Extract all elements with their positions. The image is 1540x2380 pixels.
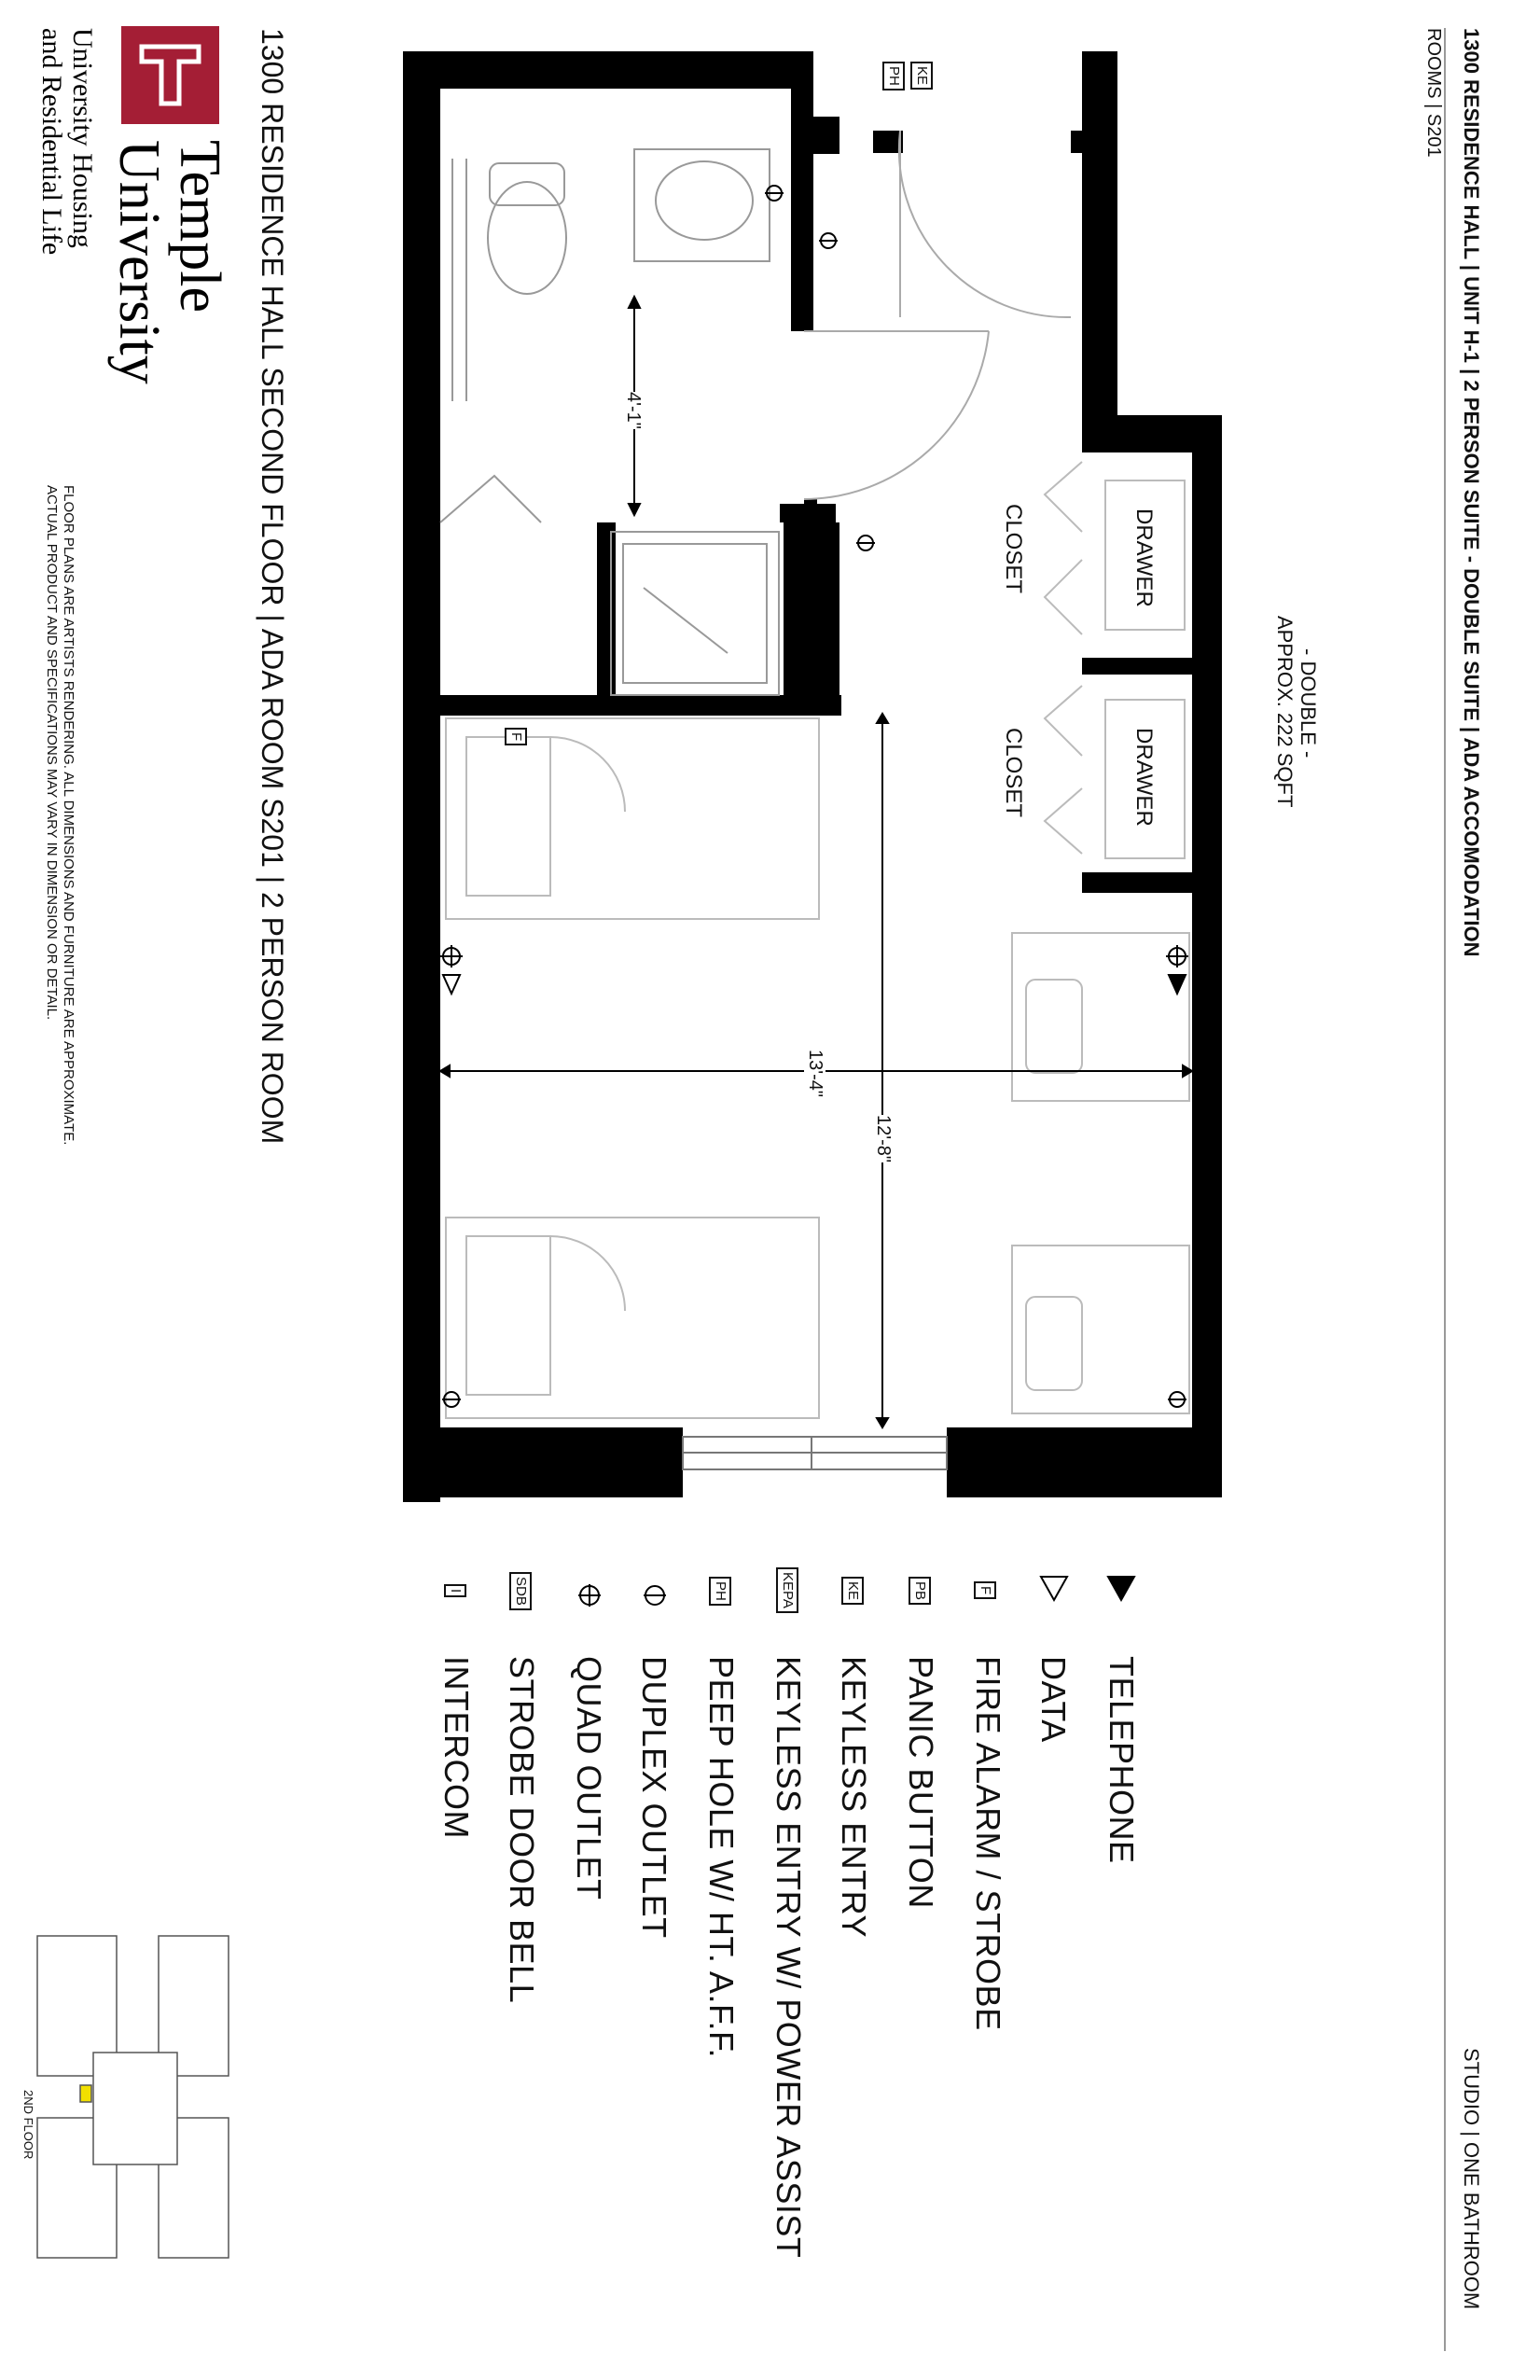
ke-tag: KE [910, 62, 933, 90]
legend-quad-outlet: QUAD OUTLET [570, 1656, 608, 1900]
plan-symbols [440, 186, 1188, 1407]
door-swings [804, 131, 1071, 499]
legend-keyless-power: KEYLESS ENTRY W/ POWER ASSIST [770, 1656, 808, 2259]
legend-f-badge: F [974, 1581, 996, 1599]
disclaimer-line-1: FLOOR PLANS ARE ARTISTS RENDERING. ALL DIMENSIONS AND FURNITURE ARE APPROXIMATE. [61, 485, 76, 1146]
walls [403, 51, 1222, 1502]
unit-type: STUDIO | ONE BATHROOM [1460, 2048, 1483, 2310]
dimension-lines [440, 297, 1192, 1427]
brand-name-2: University [107, 140, 171, 384]
length-dimension: 12'-8" [873, 1115, 894, 1162]
brand-sub-2: and Residential Life [36, 28, 67, 256]
page-title: 1300 RESIDENCE HALL | UNIT H-1 | 2 PERSON SUITE - DOUBLE SUITE | ADA ACCOMODATION [1460, 28, 1483, 957]
legend-fire-alarm: FIRE ALARM / STROBE [969, 1656, 1007, 2031]
brand-name-1: Temple [168, 140, 231, 313]
legend-keyless-entry: KEYLESS ENTRY [835, 1656, 873, 1938]
legend-intercom: INTERCOM [437, 1656, 476, 1839]
window [683, 1437, 947, 1469]
legend-duplex-outlet: DUPLEX OUTLET [635, 1656, 673, 1939]
legend-panic-button: PANIC BUTTON [902, 1656, 940, 1909]
closet-label-2: CLOSET [1001, 728, 1026, 818]
legend-pb-badge: PB [909, 1577, 931, 1605]
legend-ph-badge: PH [709, 1577, 731, 1606]
legend-peep-hole: PEEP HOLE W/ HT. A.F.F. [702, 1656, 741, 2058]
legend-ke-badge: KE [841, 1577, 864, 1605]
drawer-label-2: DRAWER [1131, 728, 1157, 827]
width-dimension: 13'-4" [805, 1050, 825, 1097]
brand-sub-1: University Housing [67, 28, 98, 248]
floor-label: 2ND FLOOR [21, 2090, 35, 2160]
fire-alarm-tag: F [505, 728, 527, 745]
drawer-label-1: DRAWER [1131, 508, 1157, 607]
closet-label-1: CLOSET [1001, 504, 1026, 594]
temple-logo [121, 26, 219, 124]
plan-title: 1300 RESIDENCE HALL SECOND FLOOR | ADA ROOM S201 | 2 PERSON ROOM [256, 28, 289, 1145]
temple-t-icon [121, 26, 219, 124]
disclaimer-line-2: ACTUAL PRODUCT AND SPECIFICATIONS MAY VARY IN DIMENSION OR DETAIL. [44, 485, 60, 1021]
legend-data: DATA [1034, 1656, 1073, 1743]
right-divider [1444, 28, 1446, 2351]
bath-dimension: 4'-1" [623, 392, 644, 429]
legend-kepa-badge: KEPA [776, 1567, 798, 1613]
legend-strobe-door-bell: STROBE DOOR BELL [503, 1656, 541, 2004]
brand-name [168, 140, 231, 313]
ph-tag: PH [882, 62, 905, 90]
key-plan [37, 1936, 229, 2258]
legend-telephone: TELEPHONE [1103, 1656, 1141, 1864]
room-area: APPROX. 222 SQFT [1273, 616, 1297, 808]
rooms-label: ROOMS | S201 [1423, 28, 1444, 158]
legend-intercom-badge: I [444, 1584, 466, 1597]
room-type: - DOUBLE - [1297, 648, 1320, 759]
legend-sdb-badge: SDB [509, 1572, 532, 1610]
